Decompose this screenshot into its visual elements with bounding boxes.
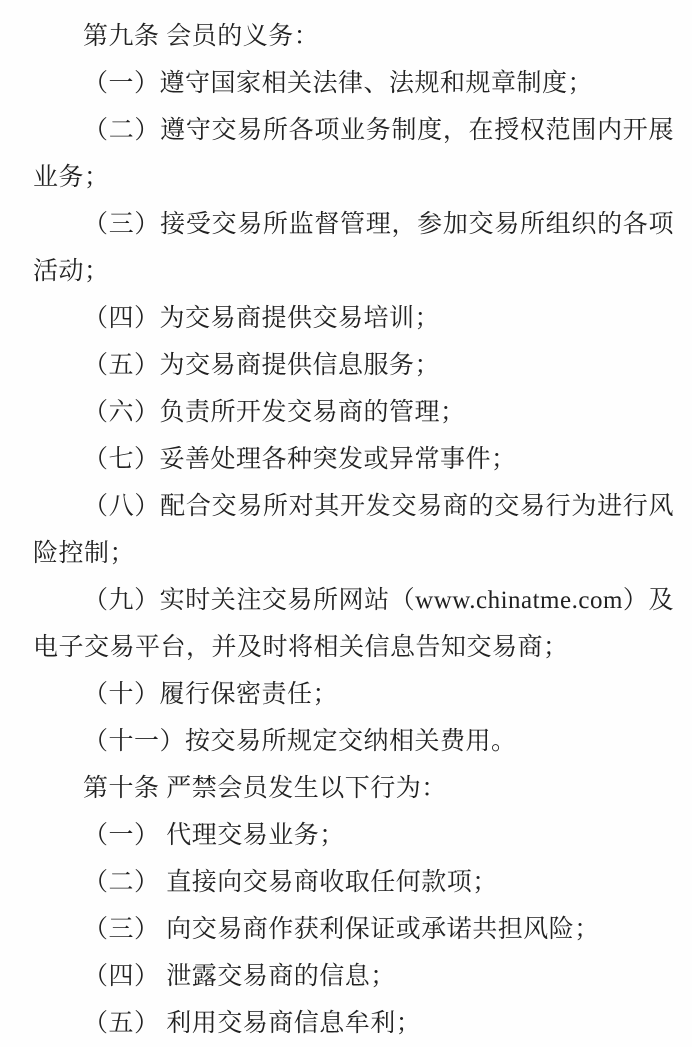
article-item: （八）配合交易所对其开发交易商的交易行为进行风险控制； [33,493,674,567]
article-heading: 第十条 严禁会员发生以下行为： [83,775,447,802]
article-item: （三） 向交易商作获利保证或承诺共担风险； [83,916,600,943]
article-item: （五） 利用交易商信息牟利； [83,1010,422,1037]
article-item: （五）为交易商提供信息服务； [83,352,441,379]
article-item: （二） 直接向交易商收取任何款项； [83,869,498,896]
article-item: （一） 代理交易业务； [83,822,345,849]
document-body [33,13,674,1047]
article-item: （十一）按交易所规定交纳相关费用。 [83,728,517,755]
article-item: （四）为交易商提供交易培训； [83,305,441,332]
article-item: （七）妥善处理各种突发或异常事件； [83,446,517,473]
article-heading: 第九条 会员的义务： [83,23,320,50]
article-item: （一）遵守国家相关法律、法规和规章制度； [83,70,594,97]
article-item: （三）接受交易所监督管理，参加交易所组织的各项活动； [33,211,674,285]
article-item: （四） 泄露交易商的信息； [83,963,396,990]
article-item: （九）实时关注交易所网站（www.chinatme.com）及电子交易平台，并及时将相关信息告知交易商； [33,587,674,661]
article-item: （二）遵守交易所各项业务制度，在授权范围内开展业务； [33,117,674,191]
article-item: （六）负责所开发交易商的管理； [83,399,466,426]
article-item: （十）履行保密责任； [83,681,339,708]
